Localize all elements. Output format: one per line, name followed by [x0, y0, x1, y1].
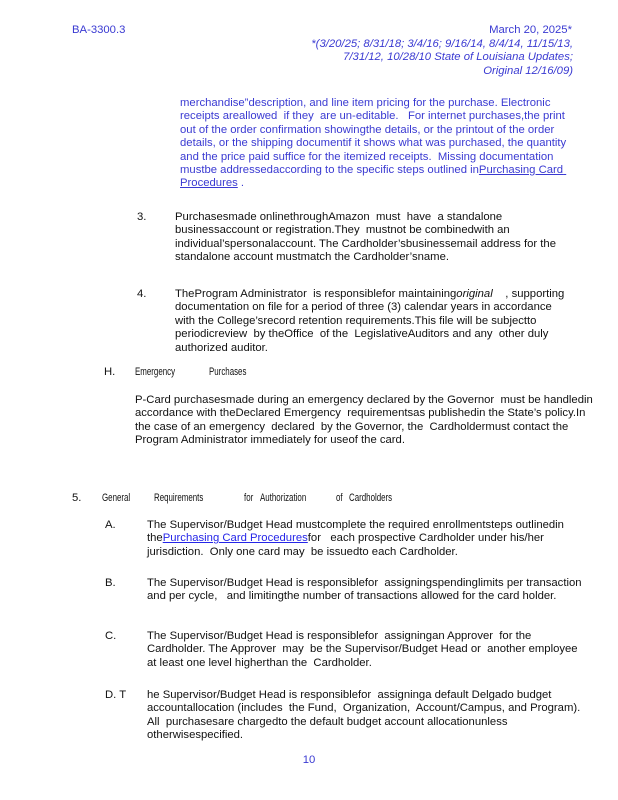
header-date: March 20, 2025* — [489, 24, 572, 36]
item-letter: D. T — [105, 689, 127, 701]
section-h-heading — [104, 366, 464, 380]
item-text-after: , supporting documentation on file for a period of three (3) calendar years in accordance with the College’srecord retention requirements.This file will be subjectto periodicreview by theOffice of the LegislativeAuditors and any other duly authorized auditor. — [175, 288, 568, 354]
section-5-heading — [72, 492, 532, 506]
numbered-item-3 — [137, 211, 573, 265]
lettered-item-c — [105, 630, 589, 670]
heading-word: General — [102, 492, 131, 504]
item-number: 4. — [137, 288, 147, 300]
item-letter: A. — [105, 519, 116, 531]
purchasing-card-procedures-link[interactable]: Purchasing Card Procedures — [180, 164, 567, 190]
heading-word: Emergency — [135, 366, 176, 378]
intro-text-after: . — [237, 177, 245, 190]
italic-word: original — [456, 288, 493, 300]
purchasing-card-procedures-link[interactable]: Purchasing Card Procedures — [162, 532, 308, 545]
section-h-paragraph: P-Card purchasesmade during an emergency declared by the Governor must be handledin accordance with theDeclared Emergency requirementsas publishedin the State’s policy.In the case of an emergency declared by the Governor, the Cardholdermust contact the Program Administrator immediately for useof the card. — [135, 394, 596, 447]
section-letter: H. — [104, 366, 116, 378]
item-letter: C. — [105, 630, 117, 642]
lettered-item-d — [105, 689, 589, 743]
heading-word: Authorization — [260, 492, 307, 504]
item-text-before: TheProgram Administrator is responsiblefor maintaining — [175, 288, 457, 300]
heading-word: Purchases — [209, 366, 247, 378]
lettered-item-a — [105, 519, 589, 559]
item-text: The Supervisor/Budget Head is responsiblefor assigningan Approver for the Cardholder. The Approver may be the Supervisor/Budget Head or another employee at least one level higherthan the Cardholder. — [147, 630, 581, 669]
item-text — [175, 288, 573, 355]
doc-number: BA-3300.3 — [72, 24, 126, 36]
intro-paragraph — [180, 97, 578, 191]
heading-word: Requirements — [154, 492, 204, 504]
revision-line: *(3/20/25; 8/31/18; 3/4/16; 9/16/14, 8/4/14, 11/15/13, — [311, 38, 573, 50]
intro-text: merchandise”description, and line item pricing for the purchase. Electronic receipts areallowed if they are un-editable. For internet purchases,the print out of the order confirmation showingthe details, or the printout of the order details, or the shipping documentif it shows what was purchased, the quantity and the price paid suffice for the itemized receipts. Missing documentation mustbe addressedaccording to the specific steps outlined in — [180, 97, 573, 177]
item-letter: B. — [105, 577, 116, 589]
page-number: 10 — [302, 754, 316, 766]
item-text-before: The Supervisor/Budget Head mustcomplete the required enrollmentsteps outlinedin the — [147, 519, 571, 545]
revision-line: Original 12/16/09) — [483, 64, 573, 77]
item-text: he Supervisor/Budget Head is responsiblefor assigninga default Delgado budget accountallocation (includes the Fund, Organization, Account/Campus, and Program). All purchasesare chargedto the default budget account allocationunless otherwisespecified. — [147, 689, 590, 742]
item-text — [147, 519, 589, 559]
heading-word: for — [244, 492, 254, 504]
heading-word: Cardholders — [349, 492, 393, 504]
item-text: Purchasesmade onlinethroughAmazon must have a standalone businessaccount or registration.They mustnot be combinedwith an individual’spersonalaccount. The Cardholder’sbusinessemail address for the standalone account mustmatch the Cardholder’sname. — [175, 211, 560, 264]
heading-word: of — [336, 492, 343, 504]
item-text: The Supervisor/Budget Head is responsiblefor assigningspendinglimits per transaction and per cycle, and limitingthe number of transactions allowed for the card holder. — [147, 577, 585, 603]
revision-history — [0, 38, 573, 78]
section-number: 5. — [72, 492, 82, 504]
item-number: 3. — [137, 211, 147, 223]
revision-line: 7/31/12, 10/28/10 State of Louisiana Updates; — [343, 51, 573, 64]
numbered-item-4 — [137, 288, 573, 355]
lettered-item-b — [105, 577, 589, 604]
item-text-after: for each prospective Cardholder under his/her jurisdiction. Only one card may be issuedto each Cardholder. — [147, 532, 548, 558]
